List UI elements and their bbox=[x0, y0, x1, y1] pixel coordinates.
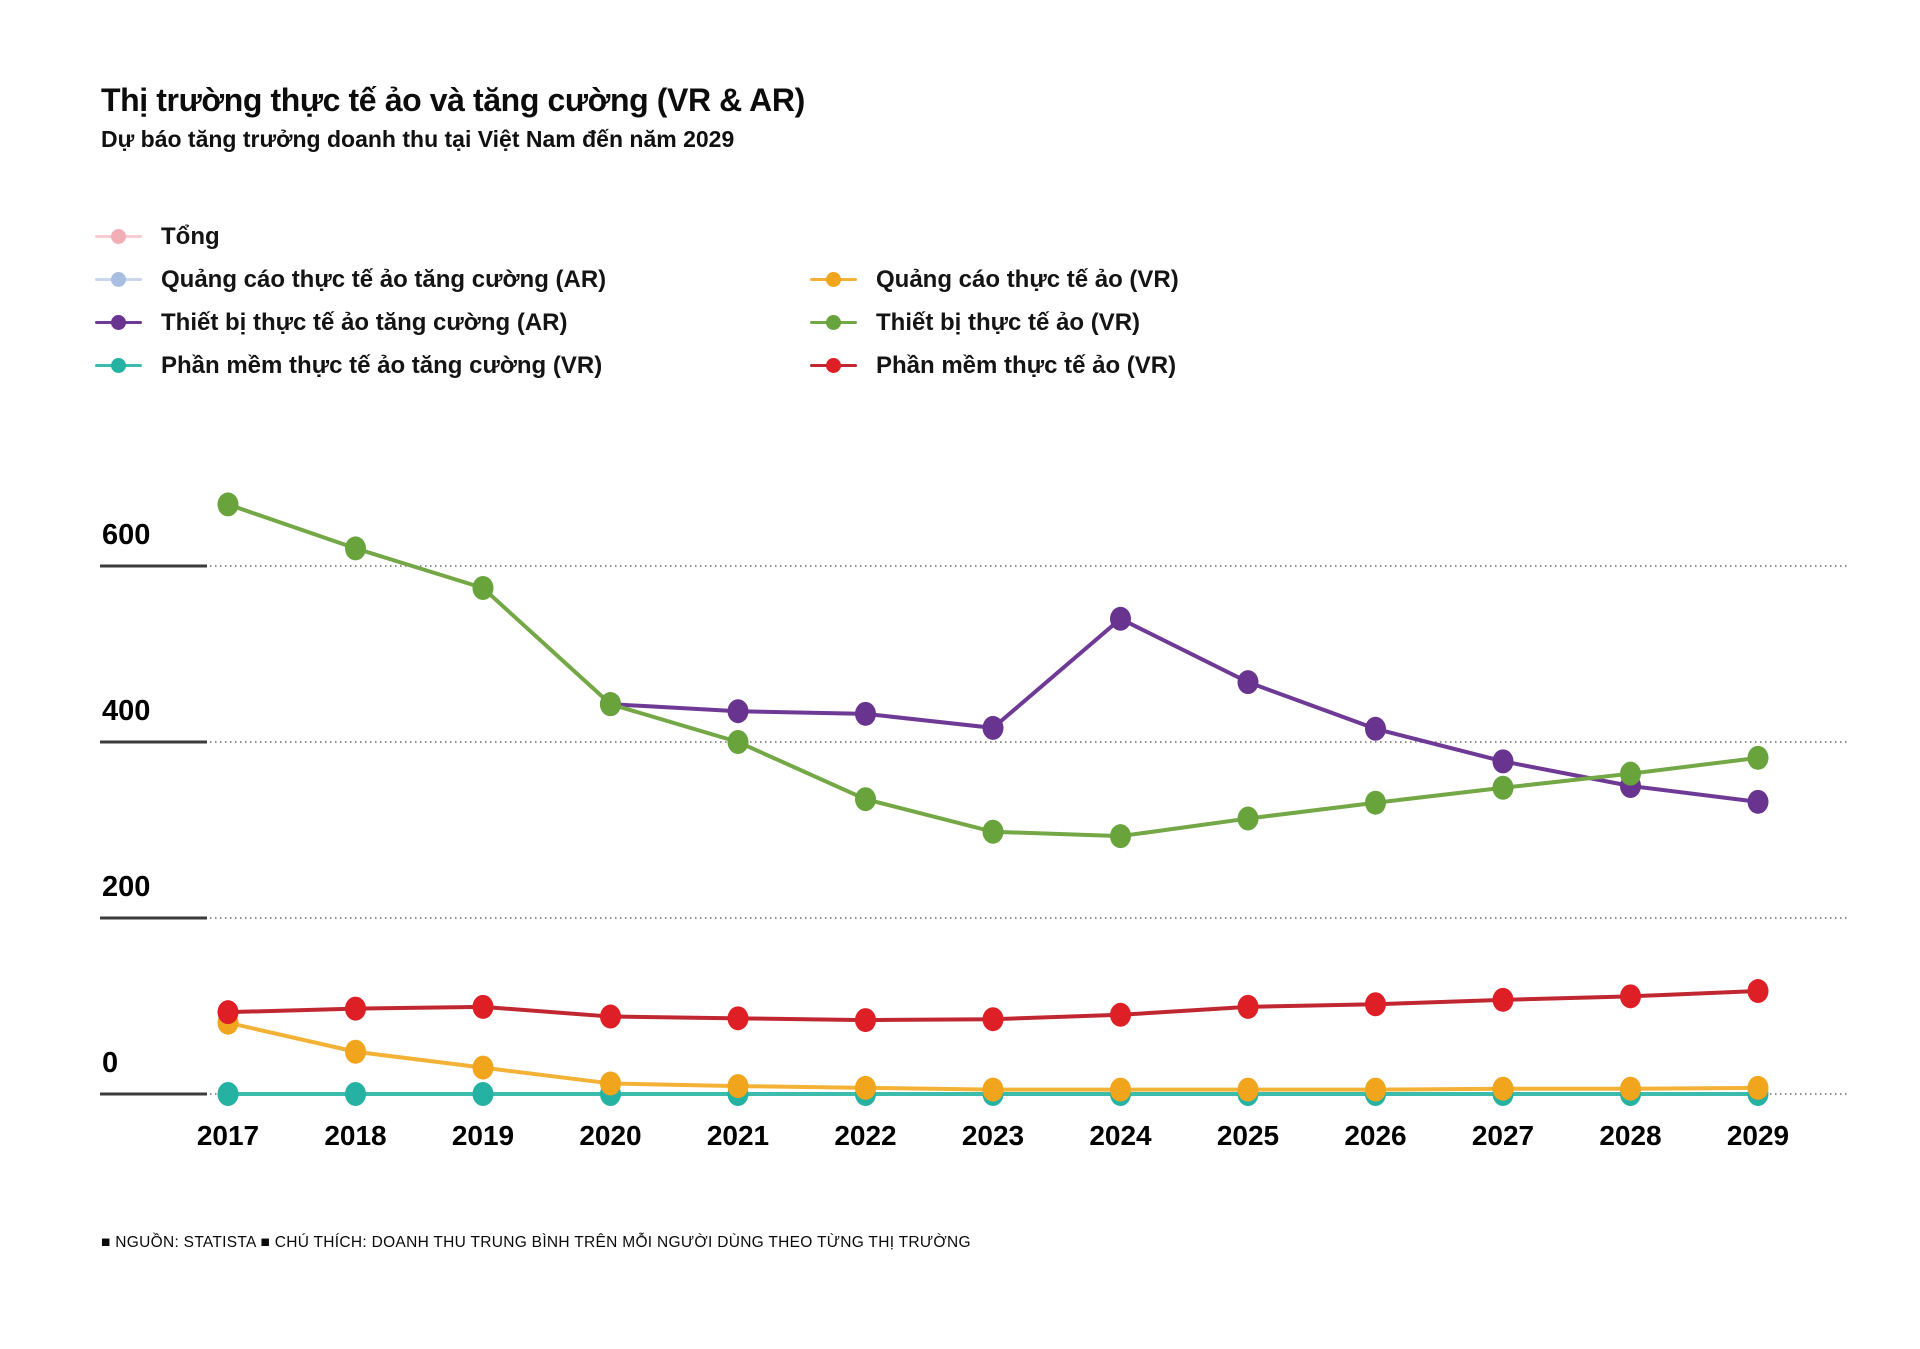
legend-label-tong: Tổng bbox=[161, 222, 220, 250]
page-title: Thị trường thực tế ảo và tăng cường (VR & AR) bbox=[101, 82, 805, 118]
series-point-quang-cao-vr-2025[interactable] bbox=[1238, 1078, 1259, 1102]
x-axis-label-2024: 2024 bbox=[1089, 1120, 1152, 1151]
series-point-thiet-bi-ar-2027[interactable] bbox=[1493, 749, 1514, 773]
series-line-thiet-bi-ar bbox=[611, 619, 1759, 802]
series-point-phan-mem-vr-2019[interactable] bbox=[473, 995, 494, 1019]
x-axis-label-2020: 2020 bbox=[579, 1120, 642, 1151]
series-point-phan-mem-vr-2029[interactable] bbox=[1748, 979, 1769, 1003]
series-point-quang-cao-vr-2020[interactable] bbox=[600, 1071, 621, 1095]
series-point-thiet-bi-vr-2025[interactable] bbox=[1238, 807, 1259, 831]
series-point-thiet-bi-ar-2023[interactable] bbox=[983, 716, 1004, 740]
x-axis-label-2023: 2023 bbox=[961, 1120, 1025, 1151]
series-point-thiet-bi-ar-2029[interactable] bbox=[1748, 790, 1769, 814]
series-point-thiet-bi-ar-2026[interactable] bbox=[1365, 717, 1386, 741]
series-point-phan-mem-vr-2020[interactable] bbox=[600, 1005, 621, 1029]
series-point-phan-mem-vr-2022[interactable] bbox=[855, 1008, 876, 1032]
series-point-phan-mem-ar-2019[interactable] bbox=[473, 1082, 494, 1106]
y-axis-label-600: 600 bbox=[102, 519, 151, 551]
series-point-phan-mem-vr-2018[interactable] bbox=[345, 997, 366, 1021]
series-point-phan-mem-vr-2028[interactable] bbox=[1620, 984, 1641, 1008]
series-point-thiet-bi-vr-2020[interactable] bbox=[600, 692, 621, 716]
x-axis-label-2027: 2027 bbox=[1471, 1120, 1535, 1151]
series-point-thiet-bi-ar-2025[interactable] bbox=[1238, 670, 1259, 694]
series-point-thiet-bi-vr-2026[interactable] bbox=[1365, 791, 1386, 815]
series-point-quang-cao-vr-2018[interactable] bbox=[345, 1040, 366, 1064]
series-point-thiet-bi-vr-2018[interactable] bbox=[345, 536, 366, 560]
x-axis-label-2026: 2026 bbox=[1344, 1120, 1407, 1151]
x-axis-label-2029: 2029 bbox=[1726, 1120, 1790, 1151]
series-point-thiet-bi-ar-2024[interactable] bbox=[1110, 607, 1131, 631]
series-point-quang-cao-vr-2022[interactable] bbox=[855, 1076, 876, 1100]
x-axis-label-2018: 2018 bbox=[324, 1120, 387, 1151]
series-point-thiet-bi-vr-2028[interactable] bbox=[1620, 762, 1641, 786]
series-point-phan-mem-vr-2024[interactable] bbox=[1110, 1003, 1131, 1027]
series-point-quang-cao-vr-2024[interactable] bbox=[1110, 1078, 1131, 1102]
legend-label-phan-mem-ar: Phần mềm thực tế ảo tăng cường (VR) bbox=[161, 351, 603, 379]
series-point-phan-mem-vr-2021[interactable] bbox=[728, 1006, 749, 1030]
series-point-thiet-bi-vr-2019[interactable] bbox=[473, 576, 494, 600]
series-point-quang-cao-vr-2019[interactable] bbox=[473, 1056, 494, 1080]
series-point-quang-cao-vr-2028[interactable] bbox=[1620, 1077, 1641, 1101]
x-axis-label-2019: 2019 bbox=[451, 1120, 515, 1151]
series-point-thiet-bi-vr-2027[interactable] bbox=[1493, 776, 1514, 800]
series-point-quang-cao-vr-2027[interactable] bbox=[1493, 1077, 1514, 1101]
page-subtitle: Dự báo tăng trưởng doanh thu tại Việt Nam đến năm 2029 bbox=[101, 126, 735, 152]
y-axis-label-200: 200 bbox=[102, 871, 151, 903]
series-point-thiet-bi-vr-2021[interactable] bbox=[728, 730, 749, 754]
y-axis-label-0: 0 bbox=[102, 1047, 119, 1079]
y-axis-label-400: 400 bbox=[102, 695, 151, 727]
series-point-thiet-bi-vr-2017[interactable] bbox=[218, 492, 239, 516]
series-point-quang-cao-vr-2026[interactable] bbox=[1365, 1078, 1386, 1102]
source-note: ■ NGUỒN: STATISTA ■ CHÚ THÍCH: DOANH THU TRUNG BÌNH TRÊN MỖI NGƯỜI DÙNG THEO TỪNG THỊ TRƯỜNG bbox=[101, 1234, 971, 1251]
series-point-quang-cao-vr-2023[interactable] bbox=[983, 1078, 1004, 1102]
series-point-phan-mem-vr-2017[interactable] bbox=[218, 1000, 239, 1024]
series-point-thiet-bi-vr-2022[interactable] bbox=[855, 787, 876, 811]
series-point-phan-mem-vr-2027[interactable] bbox=[1493, 988, 1514, 1012]
legend-label-thiet-bi-vr: Thiết bị thực tế ảo (VR) bbox=[876, 308, 1141, 336]
series-point-phan-mem-vr-2025[interactable] bbox=[1238, 995, 1259, 1019]
x-axis-label-2028: 2028 bbox=[1599, 1120, 1662, 1151]
series-point-phan-mem-vr-2023[interactable] bbox=[983, 1007, 1004, 1031]
series-point-phan-mem-ar-2017[interactable] bbox=[218, 1082, 239, 1106]
series-point-thiet-bi-vr-2029[interactable] bbox=[1748, 746, 1769, 770]
series-line-thiet-bi-vr bbox=[228, 504, 1758, 836]
x-axis-label-2021: 2021 bbox=[706, 1120, 770, 1151]
legend-label-quang-cao-ar: Quảng cáo thực tế ảo tăng cường (AR) bbox=[161, 265, 607, 293]
series-point-quang-cao-vr-2021[interactable] bbox=[728, 1074, 749, 1098]
series-point-thiet-bi-ar-2022[interactable] bbox=[855, 702, 876, 726]
legend-label-phan-mem-vr: Phần mềm thực tế ảo (VR) bbox=[876, 351, 1177, 379]
series-point-phan-mem-ar-2018[interactable] bbox=[345, 1082, 366, 1106]
series-point-thiet-bi-ar-2021[interactable] bbox=[728, 699, 749, 723]
x-axis-label-2017: 2017 bbox=[196, 1120, 260, 1151]
series-point-thiet-bi-vr-2024[interactable] bbox=[1110, 824, 1131, 848]
x-axis-label-2022: 2022 bbox=[834, 1120, 897, 1151]
series-point-thiet-bi-vr-2023[interactable] bbox=[983, 820, 1004, 844]
series-point-phan-mem-vr-2026[interactable] bbox=[1365, 992, 1386, 1016]
series-point-quang-cao-vr-2029[interactable] bbox=[1748, 1076, 1769, 1100]
legend-label-quang-cao-vr: Quảng cáo thực tế ảo (VR) bbox=[876, 265, 1179, 293]
legend-label-thiet-bi-ar: Thiết bị thực tế ảo tăng cường (AR) bbox=[161, 308, 568, 336]
x-axis-label-2025: 2025 bbox=[1216, 1120, 1280, 1151]
